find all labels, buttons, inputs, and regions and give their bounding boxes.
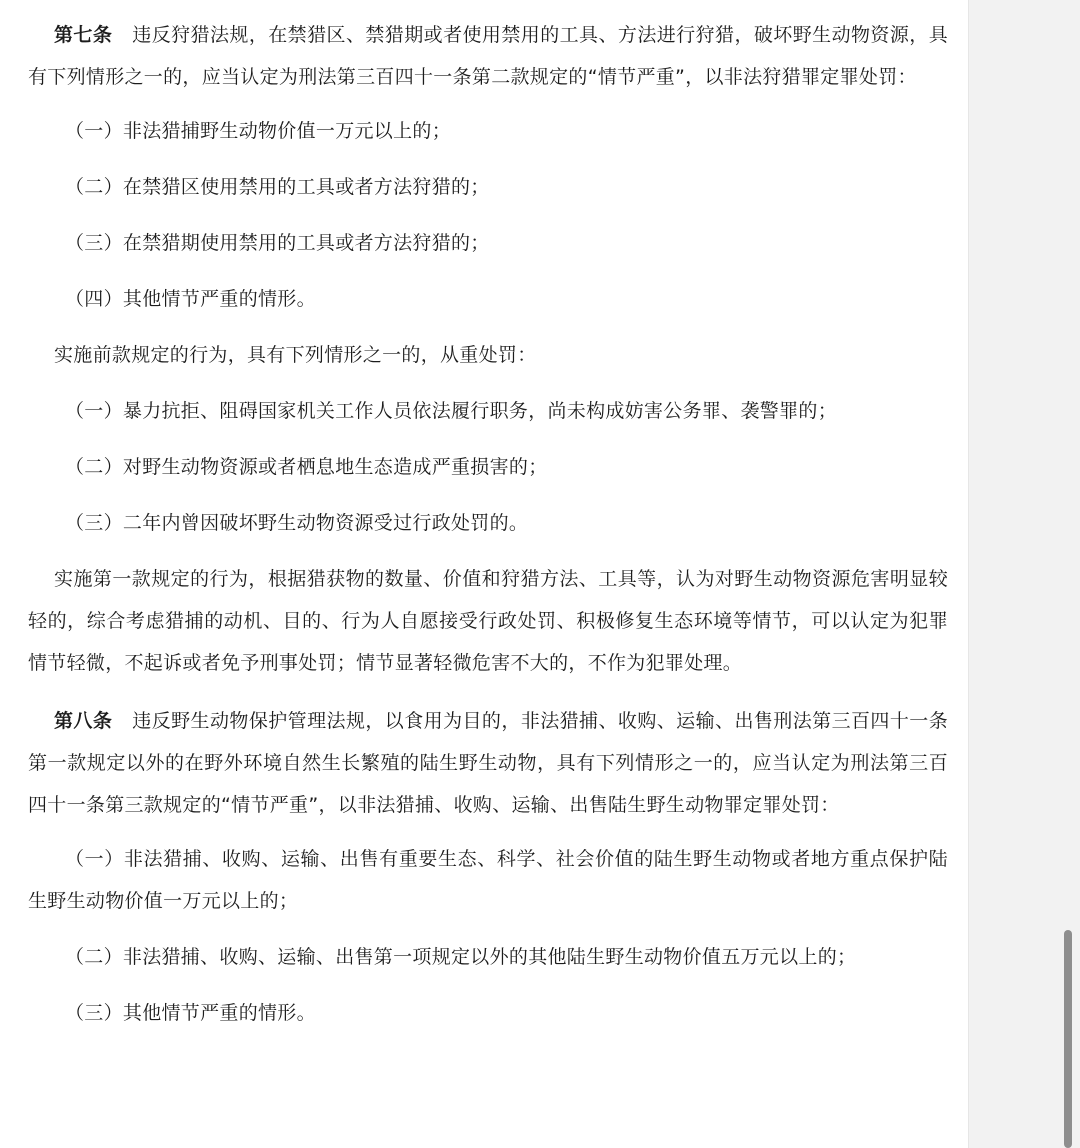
article-7-item-1: （一）非法猎捕野生动物价值一万元以上的； (65, 120, 452, 142)
article-7-item-3: （三）在禁猎期使用禁用的工具或者方法狩猎的； (65, 232, 490, 254)
article-7-aggravating-item-3: （三）二年内曾因破坏野生动物资源受过行政处罚的。 (65, 512, 529, 534)
article-7-paragraph (28, 14, 948, 98)
article-8-heading: 第八条 (54, 710, 113, 732)
article-7-aggravating-item-2: （二）对野生动物资源或者栖息地生态造成严重损害的； (65, 456, 548, 478)
document-content (28, 14, 948, 1034)
scrollbar-thumb[interactable] (1064, 930, 1072, 1148)
article-7-item-4: （四）其他情节严重的情形。 (65, 288, 316, 310)
article-7-item-2: （二）在禁猎区使用禁用的工具或者方法狩猎的； (65, 176, 490, 198)
article-7-aggravating-item-1: （一）暴力抗拒、阻碍国家机关工作人员依法履行职务，尚未构成妨害公务罪、袭警罪的； (65, 400, 838, 422)
article-8-item-3: （三）其他情节严重的情形。 (65, 1002, 316, 1024)
article-8-paragraph (28, 700, 948, 826)
article-8-item-1: （一）非法猎捕、收购、运输、出售有重要生态、科学、社会价值的陆生野生动物或者地方重点保护陆生野生动物价值一万元以上的； (28, 848, 948, 912)
article-8-item-2: （二）非法猎捕、收购、运输、出售第一项规定以外的其他陆生野生动物价值五万元以上的； (65, 946, 857, 968)
article-7-body: 违反狩猎法规，在禁猎区、禁猎期或者使用禁用的工具、方法进行狩猎，破坏野生动物资源，具有下列情形之一的，应当认定为刑法第三百四十一条第二款规定的“情节严重”，以非法狩猎罪定罪处罚： (28, 24, 948, 88)
article-8-body: 违反野生动物保护管理法规，以食用为目的，非法猎捕、收购、运输、出售刑法第三百四十一条第一款规定以外的在野外环境自然生长繁殖的陆生野生动物，具有下列情形之一的，应当认定为刑法第三百四十一条第三款规定的“情节严重”，以非法猎捕、收购、运输、出售陆生野生动物罪定罪处罚： (28, 710, 948, 816)
article-7-heading: 第七条 (54, 24, 113, 46)
article-7-paragraph-2: 实施前款规定的行为，具有下列情形之一的，从重处罚： (54, 344, 537, 366)
article-7-paragraph-3: 实施第一款规定的行为，根据猎获物的数量、价值和狩猎方法、工具等，认为对野生动物资源危害明显较轻的，综合考虑猎捕的动机、目的、行为人自愿接受行政处罚、积极修复生态环境等情节，可以认定为犯罪情节轻微，不起诉或者免予刑事处罚；情节显著轻微危害不大的，不作为犯罪处理。 (28, 568, 948, 674)
